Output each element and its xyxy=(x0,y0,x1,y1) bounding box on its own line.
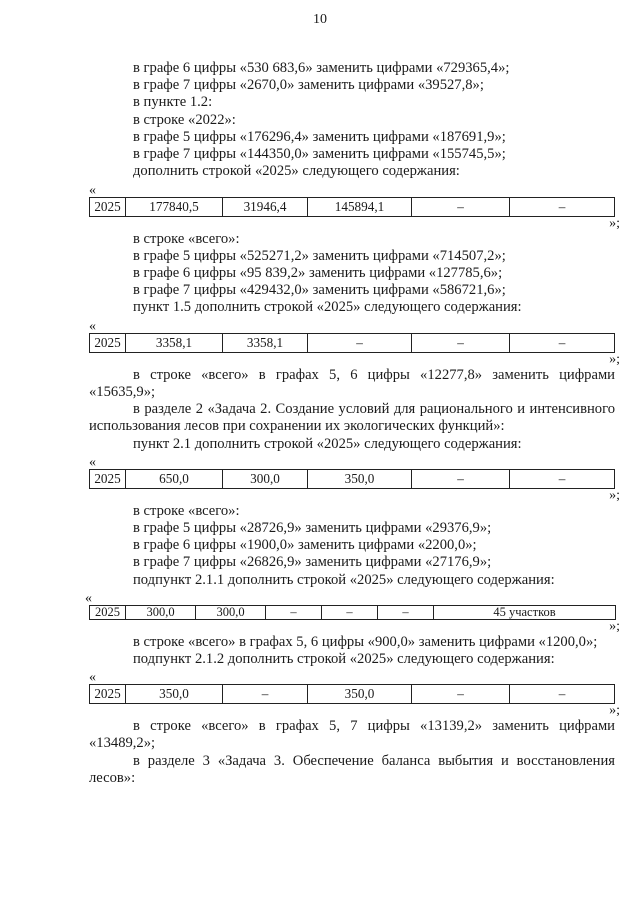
table-cell: 300,0 xyxy=(196,605,266,619)
page-number: 10 xyxy=(313,12,327,27)
table-row-2025 xyxy=(89,469,615,489)
paragraph-block-3 xyxy=(89,367,615,453)
text-line: пункт 2.1 дополнить строкой «2025» следующего содержания: xyxy=(133,435,522,452)
quote-close: »; xyxy=(609,215,620,231)
paragraph-block-5 xyxy=(89,634,615,668)
table-row-2025 xyxy=(89,333,615,353)
text-line: в строке «всего»: xyxy=(133,230,240,247)
text-paragraph: в разделе 2 «Задача 2. Создание условий для рационального и интенсивного использования лесов при сохранении их экологических функций»: xyxy=(89,401,615,435)
text-paragraph: в строке «всего» в графах 5, 6 цифры «12277,8» заменить цифрами «15635,9»; xyxy=(89,366,615,400)
table-cell: – xyxy=(308,333,412,352)
text-line: в строке «всего»: xyxy=(133,502,240,519)
table-cell: – xyxy=(223,685,308,704)
text-line: в графе 7 цифры «429432,0» заменить цифрами «586721,6»; xyxy=(133,282,506,299)
table-cell: – xyxy=(378,605,434,619)
table-cell: – xyxy=(510,333,615,352)
table-cell: – xyxy=(412,685,510,704)
quote-close: »; xyxy=(609,618,620,634)
document-body xyxy=(85,60,620,787)
text-line: в графе 6 цифры «95 839,2» заменить цифрами «127785,6»; xyxy=(133,264,503,281)
table-cell: 2025 xyxy=(90,469,126,488)
table-cell: 2025 xyxy=(90,685,126,704)
text-line: в графе 6 цифры «1900,0» заменить цифрами «2200,0»; xyxy=(133,537,477,554)
table-cell: 300,0 xyxy=(223,469,308,488)
text-line: пункт 1.5 дополнить строкой «2025» следующего содержания: xyxy=(133,299,522,316)
paragraph-block-6 xyxy=(89,718,615,787)
text-line: подпункт 2.1.2 дополнить строкой «2025» следующего содержания: xyxy=(133,651,555,668)
text-line: в графе 7 цифры «26826,9» заменить цифрами «27176,9»; xyxy=(133,554,492,571)
table-cell: – xyxy=(510,197,615,216)
quote-open: « xyxy=(89,182,96,198)
table-cell: 2025 xyxy=(90,333,126,352)
paragraph-block-4 xyxy=(89,503,615,589)
quote-open: « xyxy=(89,454,96,470)
table-cell: 350,0 xyxy=(308,469,412,488)
text-line: в графе 5 цифры «176296,4» заменить цифрами «187691,9»; xyxy=(133,128,506,145)
paragraph-block-2 xyxy=(89,231,615,317)
table-cell: 2025 xyxy=(90,605,126,619)
text-paragraph: в разделе 3 «Задача 3. Обеспечение баланса выбытия и восстановления лесов»: xyxy=(89,752,615,786)
table-cell: 177840,5 xyxy=(126,197,223,216)
text-line: в пункте 1.2: xyxy=(133,94,213,111)
text-line: в строке «всего» в графах 5, 6 цифры «900,0» заменить цифрами «1200,0»; xyxy=(133,633,598,650)
table-cell: 650,0 xyxy=(126,469,223,488)
paragraph-block-1 xyxy=(89,60,615,181)
table-cell: – xyxy=(322,605,378,619)
text-line: в графе 7 цифры «144350,0» заменить цифрами «155745,5»; xyxy=(133,146,506,163)
table-cell: 3358,1 xyxy=(223,333,308,352)
table-cell: 300,0 xyxy=(126,605,196,619)
table-cell: 3358,1 xyxy=(126,333,223,352)
table-row-2025 xyxy=(89,684,615,704)
table-cell: 145894,1 xyxy=(308,197,412,216)
text-line: в графе 7 цифры «2670,0» заменить цифрами «39527,8»; xyxy=(133,77,484,94)
table-cell: – xyxy=(510,469,615,488)
text-line: в графе 5 цифры «525271,2» заменить цифрами «714507,2»; xyxy=(133,247,506,264)
table-cell: 350,0 xyxy=(126,685,223,704)
quote-open: « xyxy=(89,318,96,334)
table-cell: – xyxy=(266,605,322,619)
quote-open: « xyxy=(85,590,92,606)
table-cell: – xyxy=(412,197,510,216)
table-row-2025 xyxy=(89,605,616,620)
table-cell: – xyxy=(412,333,510,352)
text-line: дополнить строкой «2025» следующего содержания: xyxy=(133,163,460,180)
table-cell: – xyxy=(510,685,615,704)
text-line: в графе 5 цифры «28726,9» заменить цифрами «29376,9»; xyxy=(133,519,492,536)
table-cell: 350,0 xyxy=(308,685,412,704)
quote-close: »; xyxy=(609,487,620,503)
table-row-2025 xyxy=(89,197,615,217)
quote-close: »; xyxy=(609,703,620,719)
text-line: в графе 6 цифры «530 683,6» заменить цифрами «729365,4»; xyxy=(133,60,510,76)
text-paragraph: в строке «всего» в графах 5, 7 цифры «13139,2» заменить цифрами «13489,2»; xyxy=(89,718,615,752)
quote-open: « xyxy=(89,670,96,686)
table-cell: 45 участков xyxy=(434,605,616,619)
text-line: подпункт 2.1.1 дополнить строкой «2025» следующего содержания: xyxy=(133,571,555,588)
table-cell: – xyxy=(412,469,510,488)
table-cell: 31946,4 xyxy=(223,197,308,216)
text-line: в строке «2022»: xyxy=(133,111,236,128)
quote-close: »; xyxy=(609,351,620,367)
table-cell: 2025 xyxy=(90,197,126,216)
